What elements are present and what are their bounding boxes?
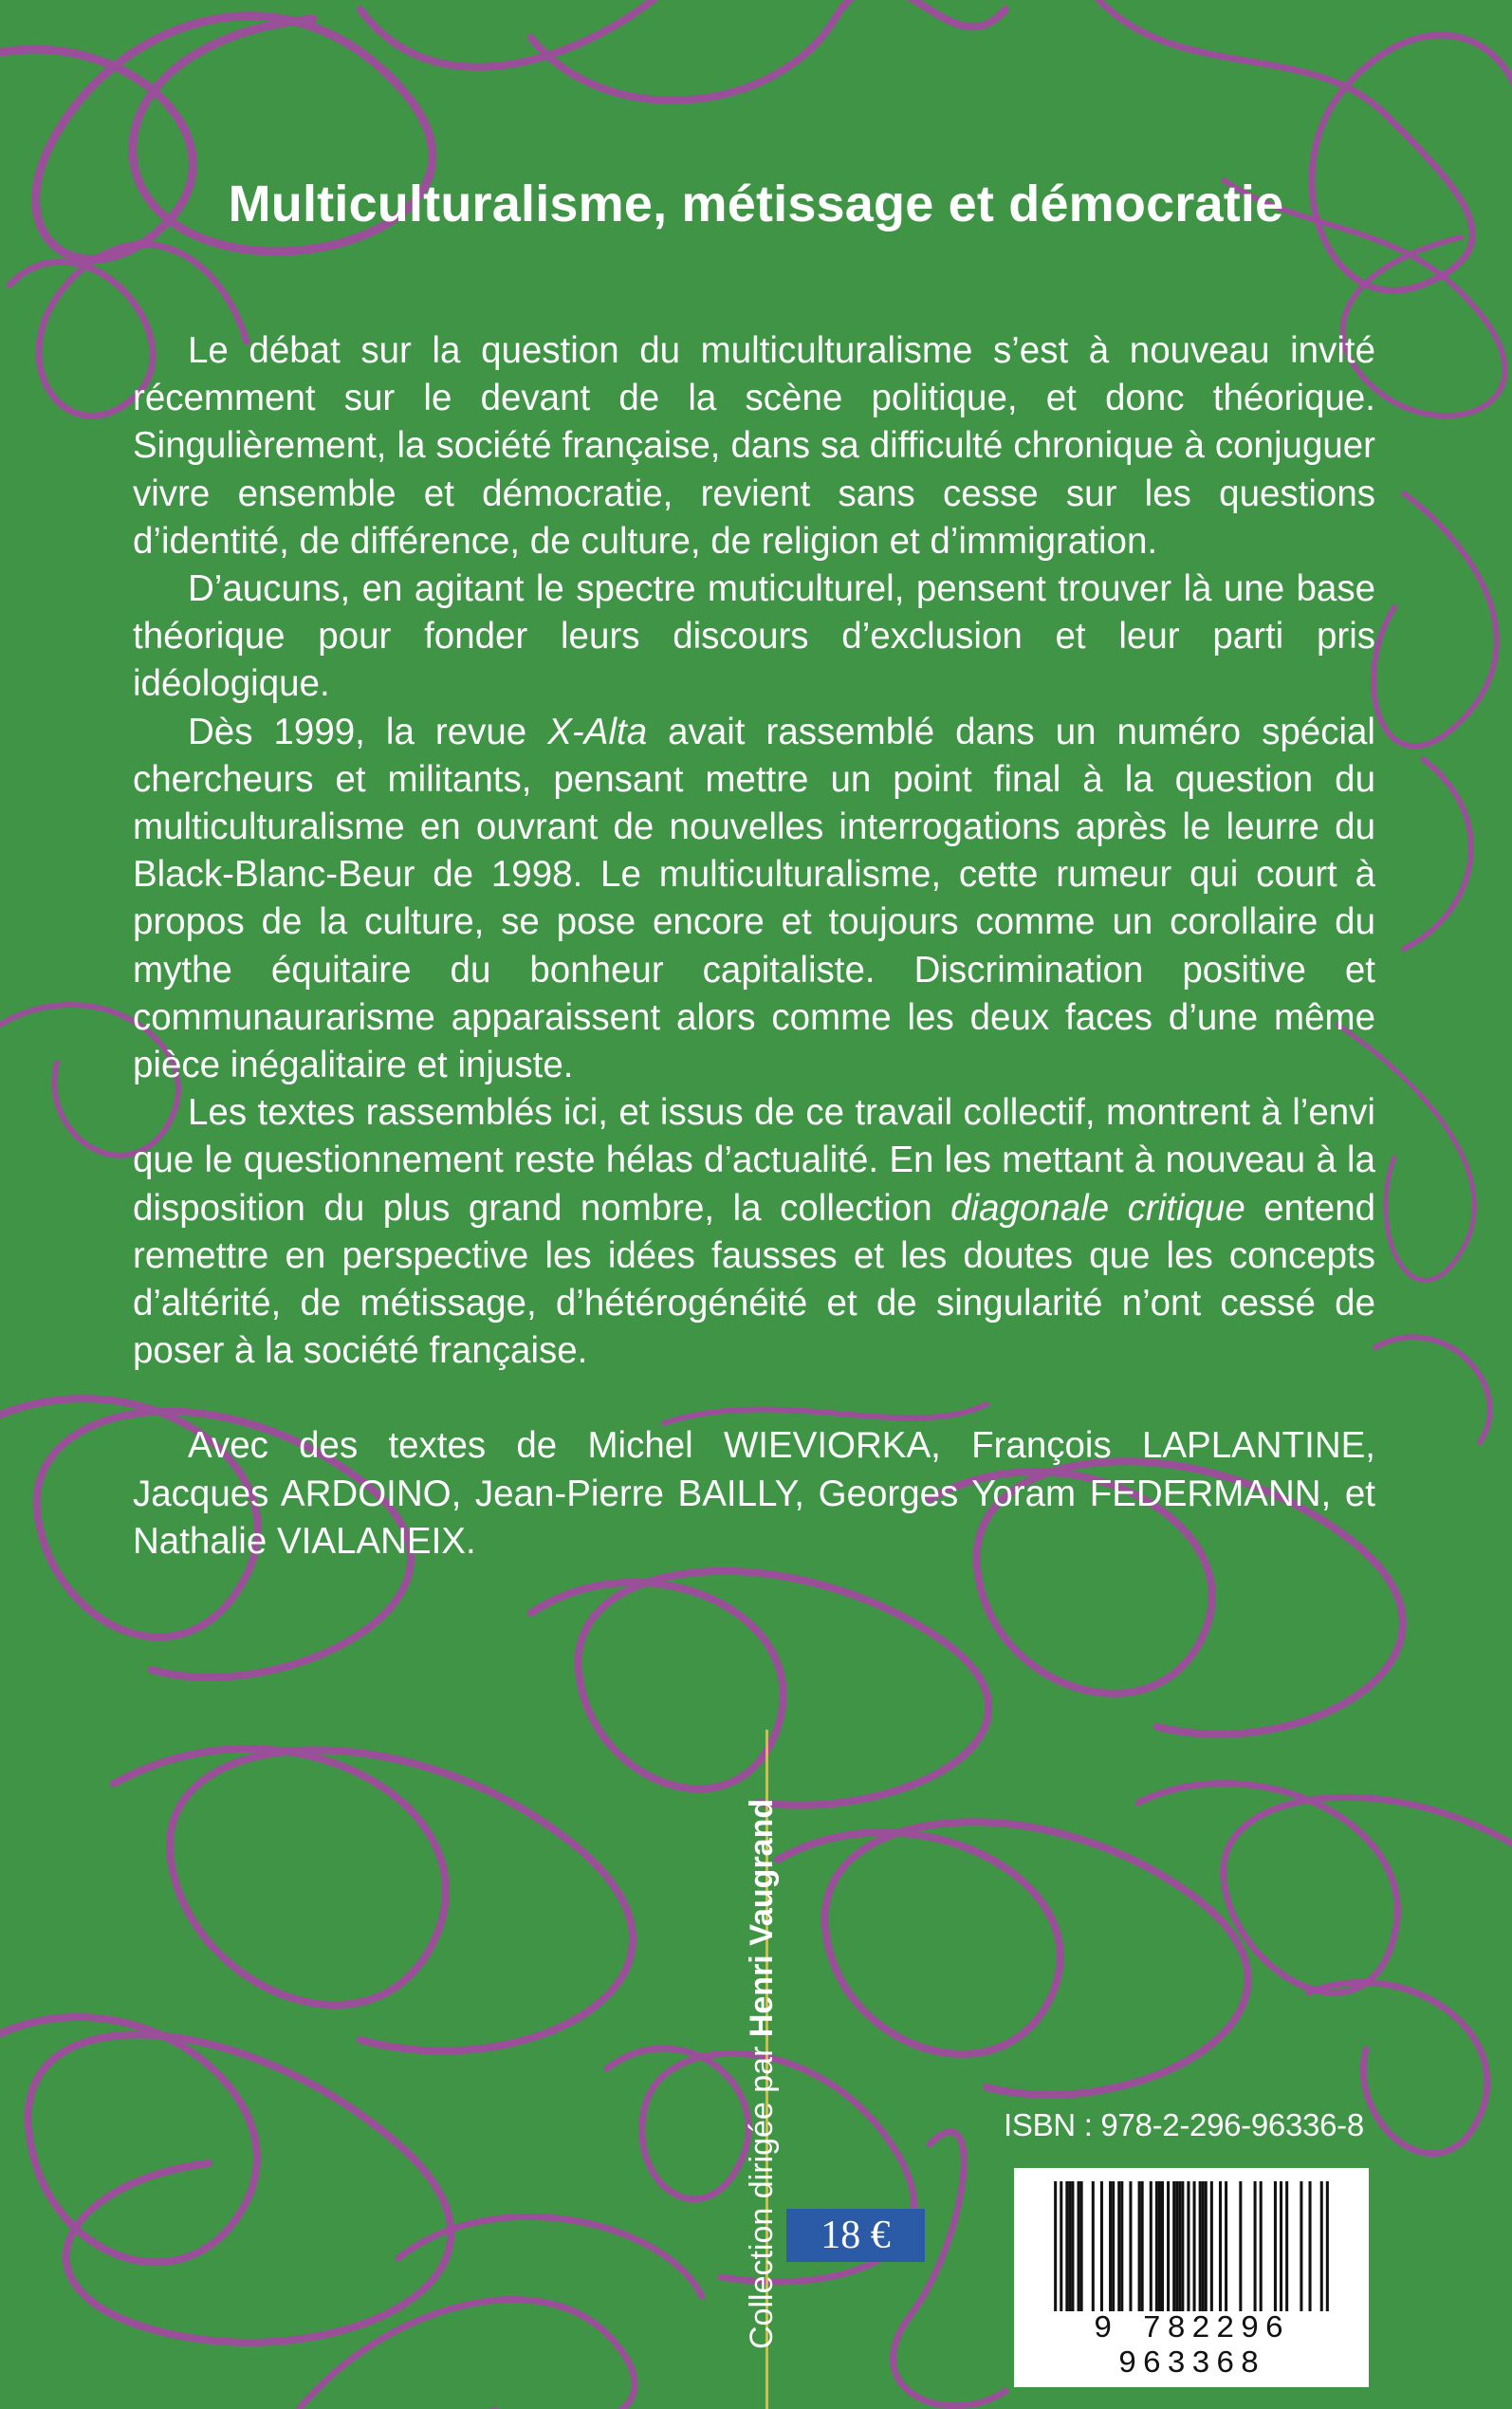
blurb-paragraph — [133, 1089, 1375, 1375]
collection-director: Henri Vaugrand — [744, 1798, 780, 2038]
book-title: Multiculturalisme, métissage et démocratie — [228, 176, 1284, 232]
authors-paragraph: Avec des textes de Michel WIEVIORKA, François LAPLANTINE, Jacques ARDOINO, Jean-Pierre BAILLY, Georges Yoram FEDERMANN, et Nathalie VIALANEIX. — [133, 1425, 1375, 1562]
price-tag: 18 € — [786, 2209, 925, 2262]
paragraph-text: D’aucuns, en agitant le spectre muticulturel, pensent trouver là une base théorique pour fonder leurs discours d’exclusion et leur parti pris idéologique. — [133, 568, 1375, 705]
paragraph-text: avait rassemblé dans un numéro spécial chercheurs et militants, pensant mettre un point final à la question du multiculturalisme en ouvrant de nouvelles interrogations après le leurre du Black-Blanc-Beur de 1998. Le multiculturalisme, cette rumeur qui court à propos de la culture, se pose encore et toujours comme un corollaire du mythe équitaire du bonheur capitaliste. Discrimination positive et communaurarisme apparaissent alors comme les deux faces d’une même pièce inégalitaire et injuste. — [133, 711, 1375, 1086]
italic-title-text: diagonale critique — [950, 1187, 1245, 1229]
blurb-paragraph — [133, 327, 1375, 565]
paragraph-text: Dès 1999, la revue — [188, 711, 548, 752]
paragraph-text: Le débat sur la question du multiculturalisme s’est à nouveau invité récemment sur le devant de la scène politique, et donc théorique. Singulièrement, la société française, dans sa difficulté chronique à conjuguer vivre ensemble et démocratie, revient sans cesse sur les questions d’identité, de différence, de culture, de religion et d’immigration. — [133, 330, 1375, 562]
collection-credit — [744, 1799, 781, 2349]
blurb-paragraphs — [133, 327, 1375, 1375]
barcode — [1014, 2168, 1369, 2387]
italic-title-text: X-Alta — [547, 711, 648, 752]
isbn-label: ISBN : 978-2-296-96336-8 — [1004, 2107, 1364, 2142]
paragraph-text: Les textes rassemblés ici, et issus de ce travail collectif, montrent à l’envi que le questionnement reste hélas d’actualité. En les mettant à nouveau à la disposition du plus grand nombre, la collection — [133, 1092, 1375, 1229]
blurb-paragraph — [133, 709, 1375, 1090]
blurb-text — [133, 327, 1375, 1566]
paragraph-text: entend remettre en perspective les idées fausses et les doutes que les concepts d’altérité, de métissage, d’hétérogénéité et de singularité n’ont cessé de poser à la société française. — [133, 1187, 1376, 1372]
collection-prefix: Collection dirigée par — [744, 2037, 780, 2349]
blurb-paragraph — [133, 565, 1375, 709]
barcode-digits: 9 782296 963368 — [1014, 2311, 1369, 2381]
